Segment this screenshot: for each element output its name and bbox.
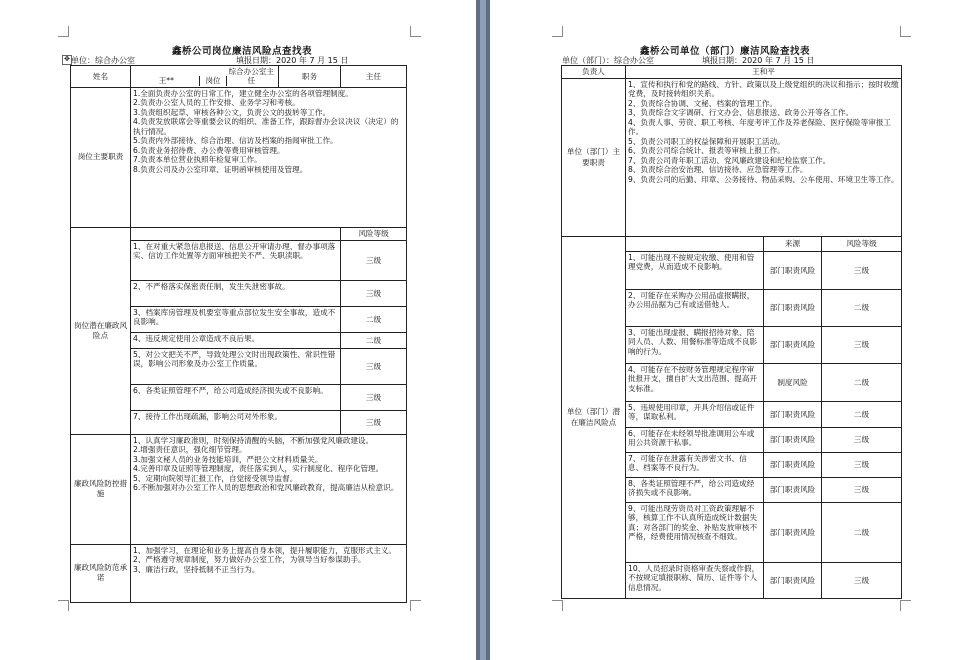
prevent-item: 5、定期向院领导汇报工作，自觉接受领导监督。 [133,473,298,483]
duty-item: 3.负责组织起草、审核各种公文，负责公文的拔转等工作。 [133,107,331,117]
unit-risk-table [561,65,902,599]
risk-text: 6、可能存在未经领导批准调用公车或用公共资源干私事。 [626,428,764,453]
document-page-1 [0,0,476,660]
prevent-item: 3.加强文秘人员的业务技能培训，严把公文材料质量关。 [133,454,323,464]
prevent-label: 廉政风险防控措施 [71,434,131,544]
duties-list [131,87,407,227]
promise-item: 2、严格遵守规章制度，努力做好办公室工作，为领导当好参谋助手。 [133,555,366,565]
duty-item: 6.负责业务招待费、办公费等费用审核管理。 [133,145,285,155]
risk-source: 部门职责风险 [764,503,822,563]
risk-source: 部门职责风险 [764,428,822,453]
page-title: 鑫桥公司岗位廉洁风险点查找表 [172,46,313,57]
risk-text: 1、在对重大紧急信息报送、信息公开审请办理、督办事项落实、信访工作处置等方面审核把关不严、失职渎职。 [131,240,341,280]
risk-text: 3、档案库房管理及机要室等重点部位发生安全事故，造成不良影响。 [131,306,341,332]
promise-item: 3、廉洁行政，坚持抵制不正当行为。 [133,564,260,574]
post-value: 综合办公室主任 [228,67,275,86]
prevent-row [71,434,407,544]
risk-text: 4、可能存在不按财务管理规定程序审批报开支，擅自扩大支出范围、提高开支标准。 [626,364,764,402]
prevent-item: 1、认真学习廉政准则，时刻保持清醒的头脑，不断加强党风廉政建设。 [133,435,374,445]
risk-header-empty [626,237,764,252]
risk-level: 二级 [341,332,407,348]
risk-header-row [562,237,902,252]
duty-item: 1.全面负责办公室的日常工作，建立健全办公室的各项管理制度。 [133,88,353,98]
crop-mark [58,26,69,37]
duty-item: 6、负责公司综合统计、报表等审核上报工作。 [628,146,785,156]
risk-label: 岗位潜在廉政风险点 [71,227,131,434]
risk-source: 部门职责风险 [764,327,822,364]
duty-item: 1、宣传和执行和党的路线、方针、政策以及上级党组织的决议和指示；按时收缴党费，及时接转组织关系。 [628,80,899,99]
duties-row [71,87,407,227]
risk-source: 部门职责风险 [764,402,822,428]
risk-text: 2、不严格落实保密责任制，发生失泄密事故。 [131,280,341,306]
risk-level: 二级 [822,503,902,563]
risk-level: 二级 [822,402,902,428]
unit-label: 单位（部门）：综合办公室 [562,56,654,65]
job-label: 职务 [279,66,341,88]
risk-level: 三级 [341,280,407,306]
promise-item: 1、加强学习，在理论和业务上提高自身本领，提升履职能力，克服形式主义。 [133,545,397,555]
risk-level: 二级 [341,306,407,332]
header-row [71,66,407,88]
risk-label: 单位（部门）潜在廉洁风险点 [562,237,626,599]
duties-label: 岗位主要职责 [71,87,131,227]
duty-item: 5、负责公司职工的权益保障和开展职工活动。 [628,136,785,146]
risk-level: 三级 [822,327,902,364]
risk-source: 制度风险 [764,364,822,402]
risk-text: 1、可能出现不按规定收缴、使用和管理党费，从而造成不良影响。 [626,252,764,290]
duties-row [562,79,902,237]
risk-header-empty [131,227,341,240]
risk-header-row [71,227,407,240]
risk-level: 二级 [822,364,902,402]
duty-item: 7.负责本单位营业执照年检复审工作。 [133,155,262,165]
risk-level: 三级 [341,410,407,434]
date-label: 填报日期：2020 年 7 月 15 日 [702,56,815,65]
risk-text: 3、可能出现虚报、瞒报招待对象、陪同人员、人数、用餐标准等造成不良影响的行为。 [626,327,764,364]
name-label: 姓名 [71,66,131,88]
leader-label: 负责人 [562,66,626,79]
post-label: 岗位 [199,76,227,85]
crop-mark [900,600,911,611]
risk-source: 部门职责风险 [764,478,822,503]
promise-row [71,544,407,602]
risk-level: 三级 [822,563,902,599]
risk-text: 5、违规使用印章，开具介绍信或证件等，谋取私利。 [626,402,764,428]
promise-label: 廉政风险防范承诺 [71,544,131,602]
risk-text: 8、各类证照管理不严，给公司造成经济损失或不良影响。 [626,478,764,503]
duty-item: 4、负责人事、劳资、职工考核、年度考评工作及养老保险、医疗保险等审报工作。 [628,117,892,137]
level-header: 风险等级 [822,237,902,252]
duties-label: 单位（部门）主要职责 [562,79,626,237]
duty-item: 2、负责综合协调、文秘、档案的管理工作。 [628,98,778,108]
duty-item: 7、负责公司青年职工活动、党风廉政建设和纪检监察工作。 [628,155,831,165]
crop-mark [58,600,69,611]
risk-level: 三级 [822,428,902,453]
duty-item: 9、负责公司的后勤、印章、公务接待、物品采购、公车使用、环境卫生等工作。 [628,174,899,184]
source-header: 来源 [764,237,822,252]
duties-list [626,79,902,237]
risk-text: 10、人员招录时资格审查失察或作假，不按规定填报职称、简历、证件等个人信息情况。 [626,563,764,599]
duty-item: 5.负责内外部接待、综合治理、信访及档案的指闻审批工作。 [133,136,338,146]
risk-level: 三级 [822,478,902,503]
crop-mark [552,26,563,37]
post-risk-table [70,65,407,603]
risk-text: 9、可能出现劳资员对工资政策理解不够，核算工作不认真所造成统计数据失真；对各部门的奖金、补贴发放审核不严格，经费使用情况核查不细致。 [626,503,764,563]
duty-item: 8.负责公司及办公室印章、证明函审核使用及管理。 [133,164,308,174]
leader-value: 王和平 [626,66,902,79]
leader-row [562,66,902,79]
prevent-item: 4.完善印章及证照等管理制度，责任落实到人，实行制度化、程序化管理。 [133,464,384,474]
risk-level: 三级 [822,252,902,290]
name-value [131,66,279,88]
crop-mark [410,26,421,37]
risk-level-header: 风险等级 [341,227,407,240]
duty-item: 8、负责综合治安治理、信访接待、应急管理等工作。 [628,165,808,175]
risk-source: 部门职责风险 [764,252,822,290]
prevent-item: 6.不断加强对办公室工作人员的思想政治和党风廉政教育，提高廉洁从检意识。 [133,483,399,493]
prevent-item: 2.增强责任意识，强化细节管理。 [133,445,247,455]
duty-item: 3、负责综合文字调研、行文办会、信息报送、政务公开等各工作。 [628,108,854,118]
duty-item: 4.负责发放联席会等重要会议的组织、准备工作，跟踪督办会议决议（决定）的执行情况。 [133,117,399,136]
risk-text: 4、违反规定使用公章造成不良后果。 [131,332,341,348]
date-label: 填报日期：2020 年 7 月 15 日 [236,56,349,65]
risk-text: 7、可能存在泄露有关涉密文书、信息、档案等不良行为。 [626,453,764,478]
risk-level: 三级 [341,348,407,384]
risk-text: 6、各类证照管理不严，给公司造成经济损失或不良影响。 [131,384,341,410]
crop-mark [900,26,911,37]
page-title: 鑫桥公司单位（部门）廉洁风险查找表 [640,46,811,57]
risk-source: 部门职责风险 [764,290,822,327]
risk-level: 二级 [822,290,902,327]
prevent-list [131,434,407,544]
crop-mark [410,600,421,611]
job-value: 主任 [341,66,407,88]
risk-level: 三级 [341,240,407,280]
risk-source: 部门职责风险 [764,453,822,478]
duty-item: 2.负责办公室人员的工作安排、业务学习和考核。 [133,98,300,108]
crop-mark [552,600,563,611]
promise-list [131,544,407,602]
risk-text: 5、对公文把关不严，导致处理公文时出现政策性、常识性错误，影响公司形象及办公室工作质量。 [131,348,341,384]
name-text: 王** [158,76,174,86]
page-divider [476,0,490,660]
risk-text: 7、接待工作出现疏漏，影响公司对外形象。 [131,410,341,434]
document-page-2 [490,0,972,660]
unit-label: 单位：综合办公室 [71,56,135,65]
table-move-handle-icon[interactable]: ✥ [62,55,72,65]
risk-source: 部门职责风险 [764,563,822,599]
risk-level: 三级 [341,384,407,410]
risk-text: 2、可能存在采购办公用品虚报瞒报，办公用品据为己有或送借他人。 [626,290,764,327]
risk-level: 三级 [822,453,902,478]
